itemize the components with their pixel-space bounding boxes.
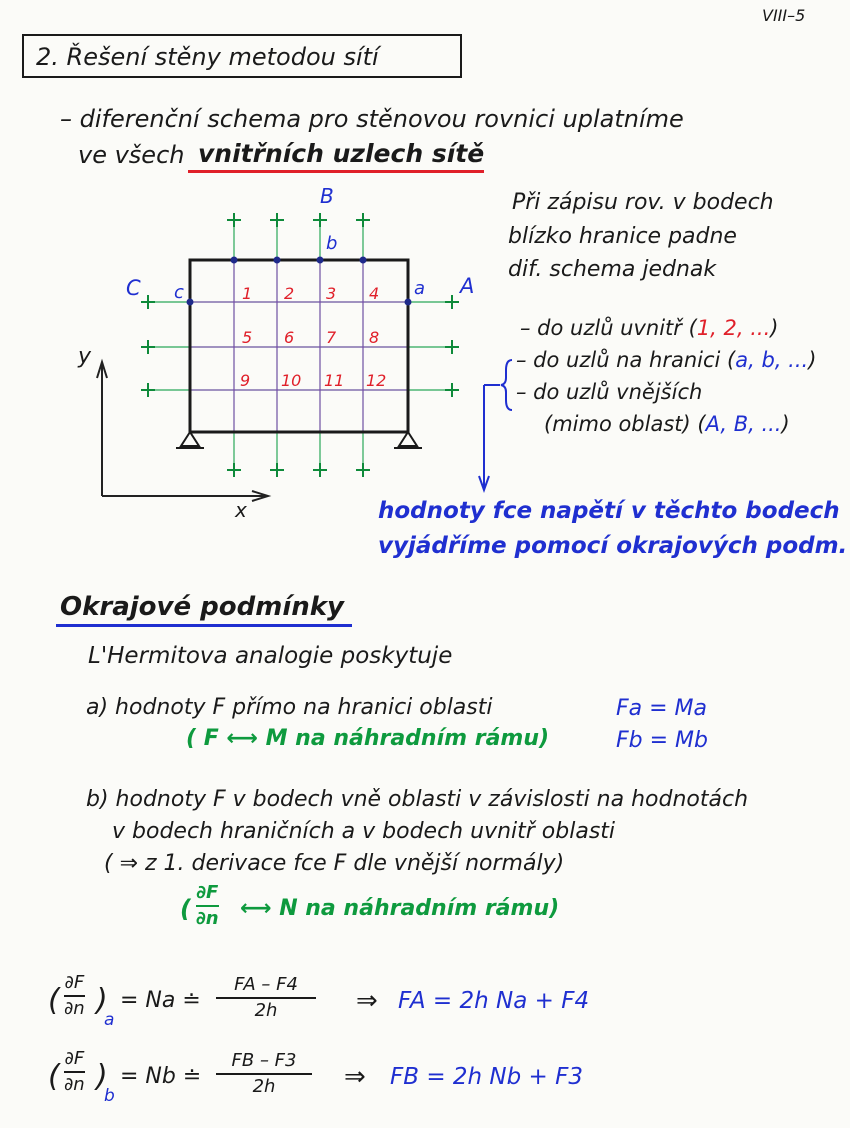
node-number: 12	[366, 371, 387, 390]
item-b-line-1: b) hodnoty F v bodech vně oblasti v závislosti na hodnotách	[86, 787, 749, 812]
side-note-line-2: blízko hranice padne	[508, 224, 737, 249]
item-a-line: a) hodnoty F přímo na hranici oblasti	[86, 695, 493, 720]
formula-1-subscript: a	[104, 1010, 115, 1030]
blue-note-line-1: hodnoty fce napětí v těchto bodech	[378, 498, 840, 524]
formula-1-lhs	[64, 974, 85, 1018]
intro-line-2-emphasis: vnitřních uzlech sítě	[198, 139, 485, 168]
fraction-numerator: ∂F	[64, 972, 85, 993]
side-note-line-3: dif. schema jednak	[508, 257, 717, 282]
fraction-denominator: ∂n	[196, 908, 219, 929]
green-derivative-fraction	[196, 884, 219, 928]
node-number: 8	[369, 328, 380, 347]
node-number: 2	[284, 284, 295, 303]
supports	[176, 432, 422, 448]
fraction-denominator: 2h	[254, 1000, 278, 1021]
page-title: 2. Řešení stěny metodou sítí	[36, 43, 379, 71]
side-note-item-2: – do uzlů na hranici (a, b, ...)	[516, 348, 817, 372]
green-open-paren: (	[180, 895, 191, 923]
item-a-green: ( F ⟷ M na náhradním rámu)	[186, 726, 550, 751]
fraction-denominator: ∂n	[64, 1074, 85, 1095]
item-1-values: 1, 2, ...	[696, 316, 771, 340]
section-heading: Okrajové podmínky	[60, 592, 345, 622]
formula-1-result: FA = 2h Na + F4	[398, 988, 590, 1014]
item-2-values: a, b, ...	[735, 348, 809, 372]
node-number: 11	[324, 371, 345, 390]
node-number: 7	[326, 328, 337, 347]
label-b: b	[326, 233, 338, 254]
item-b-line-3: ( ⇒ z 1. derivace fce F dle vnější normály)	[104, 851, 565, 876]
formula-1-equals: = Na ≐	[120, 988, 201, 1013]
fraction-numerator: FA – F4	[234, 974, 298, 995]
item-b-line-2: v bodech hraničních a v bodech uvnitř oblasti	[112, 819, 616, 844]
formula-2-equals: = Nb ≐	[120, 1064, 202, 1089]
label-A: A	[460, 274, 475, 298]
formula-1-fraction	[216, 976, 316, 1020]
formula-1-arrow: ⇒	[356, 986, 378, 1016]
label-C: C	[126, 276, 141, 300]
formula-2-lhs	[64, 1050, 85, 1094]
side-note-item-1: – do uzlů uvnitř (1, 2, ...)	[520, 316, 779, 340]
label-c: c	[174, 282, 184, 303]
node-number: 4	[369, 284, 380, 303]
blue-note-line-2: vyjádříme pomocí okrajových podm.	[378, 533, 848, 559]
node-number: 9	[240, 371, 251, 390]
fraction-numerator: ∂F	[196, 882, 219, 903]
node-number: 6	[284, 328, 295, 347]
side-note-item-3: – do uzlů vnějších	[516, 380, 703, 404]
fraction-numerator: FB – F3	[231, 1050, 297, 1071]
axis-y-label: y	[78, 344, 92, 369]
fraction-numerator: ∂F	[64, 1048, 85, 1069]
intro-line-1: – diferenční schema pro stěnovou rovnici uplatníme	[60, 105, 684, 133]
formula-2-subscript: b	[104, 1086, 115, 1106]
formula-2-close: )	[96, 1059, 108, 1094]
axis-x-label: x	[235, 498, 247, 522]
item-3-values: A, B, ...	[705, 412, 782, 436]
node-number: 3	[326, 284, 337, 303]
formula-2-open: (	[48, 1059, 60, 1094]
side-note-line-1: Při zápisu rov. v bodech	[512, 190, 774, 215]
page-number: VIII–5	[762, 6, 806, 25]
side-note-item-3b: (mimo oblast) (A, B, ...)	[544, 412, 790, 436]
bracket-arrow	[479, 360, 512, 490]
heading-underline	[56, 624, 352, 627]
node-number: 1	[242, 284, 253, 303]
equation-a: Fa = Ma	[616, 696, 708, 721]
fraction-denominator: ∂n	[64, 998, 85, 1019]
formula-1-open: (	[48, 983, 60, 1018]
node-number: 5	[242, 328, 253, 347]
intro-line-2-prefix: ve všech	[78, 141, 185, 169]
formula-2-result: FB = 2h Nb + F3	[390, 1064, 583, 1090]
green-derivative-rest: ⟷ N na náhradním rámu)	[240, 896, 560, 921]
analogy-line: L'Hermitova analogie poskytuje	[88, 643, 453, 669]
label-B: B	[320, 184, 334, 208]
formula-2-arrow: ⇒	[344, 1062, 366, 1092]
formula-1-close: )	[96, 983, 108, 1018]
fraction-denominator: 2h	[252, 1076, 276, 1097]
formula-2-fraction	[216, 1052, 312, 1096]
node-number: 10	[281, 371, 302, 390]
equation-b: Fb = Mb	[616, 728, 708, 753]
label-a: a	[414, 278, 426, 299]
